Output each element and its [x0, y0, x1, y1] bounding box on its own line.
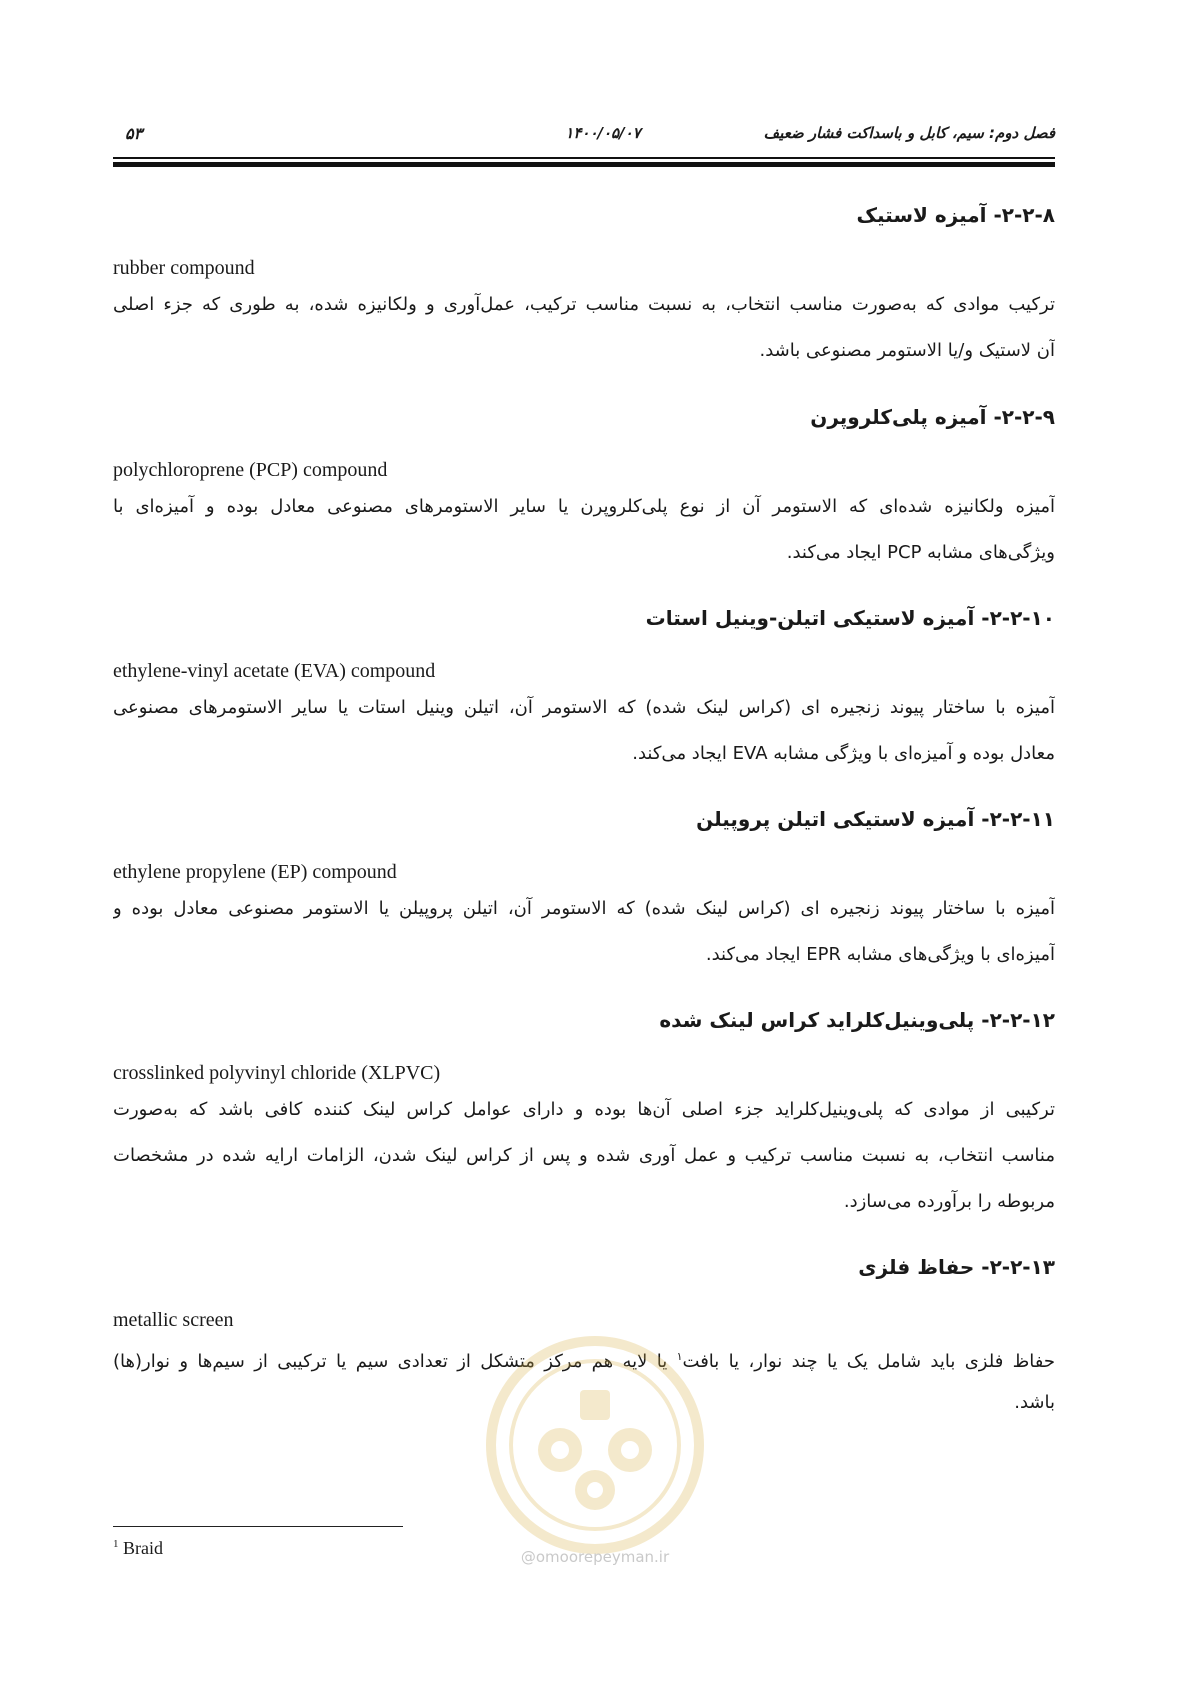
footnote-text: Braid	[123, 1538, 163, 1558]
definition-text	[113, 886, 1055, 978]
english-term: rubber compound	[113, 257, 255, 279]
text-line: ترکیب موادی که به‌صورت مناسب انتخاب، به نسبت مناسب ترکیب، عمل‌آوری و ولکانیزه شده، به طوری که جزء اصلی	[113, 294, 1055, 315]
text-line: ویژگی‌های مشابه PCP ایجاد می‌کند.	[786, 542, 1055, 563]
text-line: مربوطه را برآورده می‌سازد.	[843, 1191, 1055, 1212]
section-2-2-9	[113, 402, 1055, 576]
page-number: ۵۳	[125, 124, 143, 143]
text-fragment: یا لایه هم مرکز متشکل از تعدادی سیم یا ترکیبی از سیم‌ها و نوار(ها)	[113, 1351, 677, 1372]
watermark-url: @omoorepeyman.ir	[520, 1548, 670, 1566]
english-term: ethylene propylene (EP) compound	[113, 861, 397, 883]
section-2-2-11	[113, 804, 1055, 978]
header-date: ۱۴۰۰/۰۵/۰۷	[565, 124, 641, 142]
text-line: مناسب انتخاب، به نسبت مناسب ترکیب و عمل آوری شده و پس از کراس لینک شدن، الزامات ارایه شده در مشخصات	[113, 1145, 1055, 1166]
section-heading: ۲-۲-۱۱- آمیزه لاستیکی اتیلن پروپیلن	[696, 807, 1055, 831]
text-line: آن لاستیک و/یا الاستومر مصنوعی باشد.	[759, 340, 1055, 361]
header-rule-thick	[113, 162, 1055, 167]
text-line: ترکیبی از موادی که پلی‌وینیل‌کلراید جزء اصلی آن‌ها بوده و دارای عوامل کراس لینک کننده کافی باشد که به‌صورت	[113, 1099, 1055, 1120]
footnote	[113, 1538, 163, 1559]
section-heading: ۲-۲-۱۲- پلی‌وینیل‌کلراید کراس لینک شده	[659, 1008, 1055, 1032]
text-line: آمیزه‌ای با ویژگی‌های مشابه EPR ایجاد می‌کند.	[705, 944, 1055, 965]
definition-text	[113, 282, 1055, 374]
english-term: ethylene-vinyl acetate (EVA) compound	[113, 660, 436, 682]
chapter-title: فصل دوم: سیم، کابل و باسداکت فشار ضعیف	[763, 124, 1055, 142]
english-term: polychloroprene (PCP) compound	[113, 459, 388, 481]
definition-text	[113, 484, 1055, 576]
page-header	[113, 124, 1055, 152]
definition-text	[113, 685, 1055, 777]
section-2-2-8	[113, 200, 1055, 374]
section-heading: ۲-۲-۱۳- حفاظ فلزی	[858, 1255, 1055, 1279]
english-term: metallic screen	[113, 1309, 234, 1331]
section-heading: ۲-۲-۹- آمیزه پلی‌کلروپرن	[810, 405, 1055, 429]
section-2-2-12	[113, 1005, 1055, 1225]
section-heading: ۲-۲-۱۰- آمیزه لاستیکی اتیلن-وینیل استات	[645, 606, 1055, 630]
text-line: آمیزه با ساختار پیوند زنجیره ای (کراس لینک شده) که الاستومر آن، اتیلن وینیل استات یا سایر الاستومرهای مصنوعی	[113, 697, 1055, 718]
section-2-2-10	[113, 603, 1055, 777]
text-line: آمیزه با ساختار پیوند زنجیره ای (کراس لینک شده) که الاستومر آن، اتیلن پروپیلن یا الاستومر مصنوعی معادل بوده و	[113, 898, 1055, 919]
english-term: crosslinked polyvinyl chloride (XLPVC)	[113, 1062, 441, 1084]
text-line: باشد.	[1014, 1392, 1055, 1413]
header-rule-thin	[113, 157, 1055, 159]
text-fragment: حفاظ فلزی باید شامل یک یا چند نوار، یا بافت	[682, 1351, 1055, 1372]
footnote-reference[interactable]: ۱	[676, 1350, 683, 1363]
footnote-rule	[113, 1526, 403, 1527]
text-line: آمیزه ولکانیزه شده‌ای که الاستومر آن از نوع پلی‌کلروپرن یا سایر الاستومرهای مصنوعی معادل بوده و آمیزه‌ای با	[113, 496, 1055, 517]
text-line: معادل بوده و آمیزه‌ای با ویژگی مشابه EVA ایجاد می‌کند.	[632, 743, 1055, 764]
watermark-seal-icon	[480, 1330, 710, 1560]
section-heading: ۲-۲-۸- آمیزه لاستیک	[856, 203, 1055, 227]
definition-text	[113, 1087, 1055, 1225]
footnote-marker: 1	[113, 1538, 119, 1550]
